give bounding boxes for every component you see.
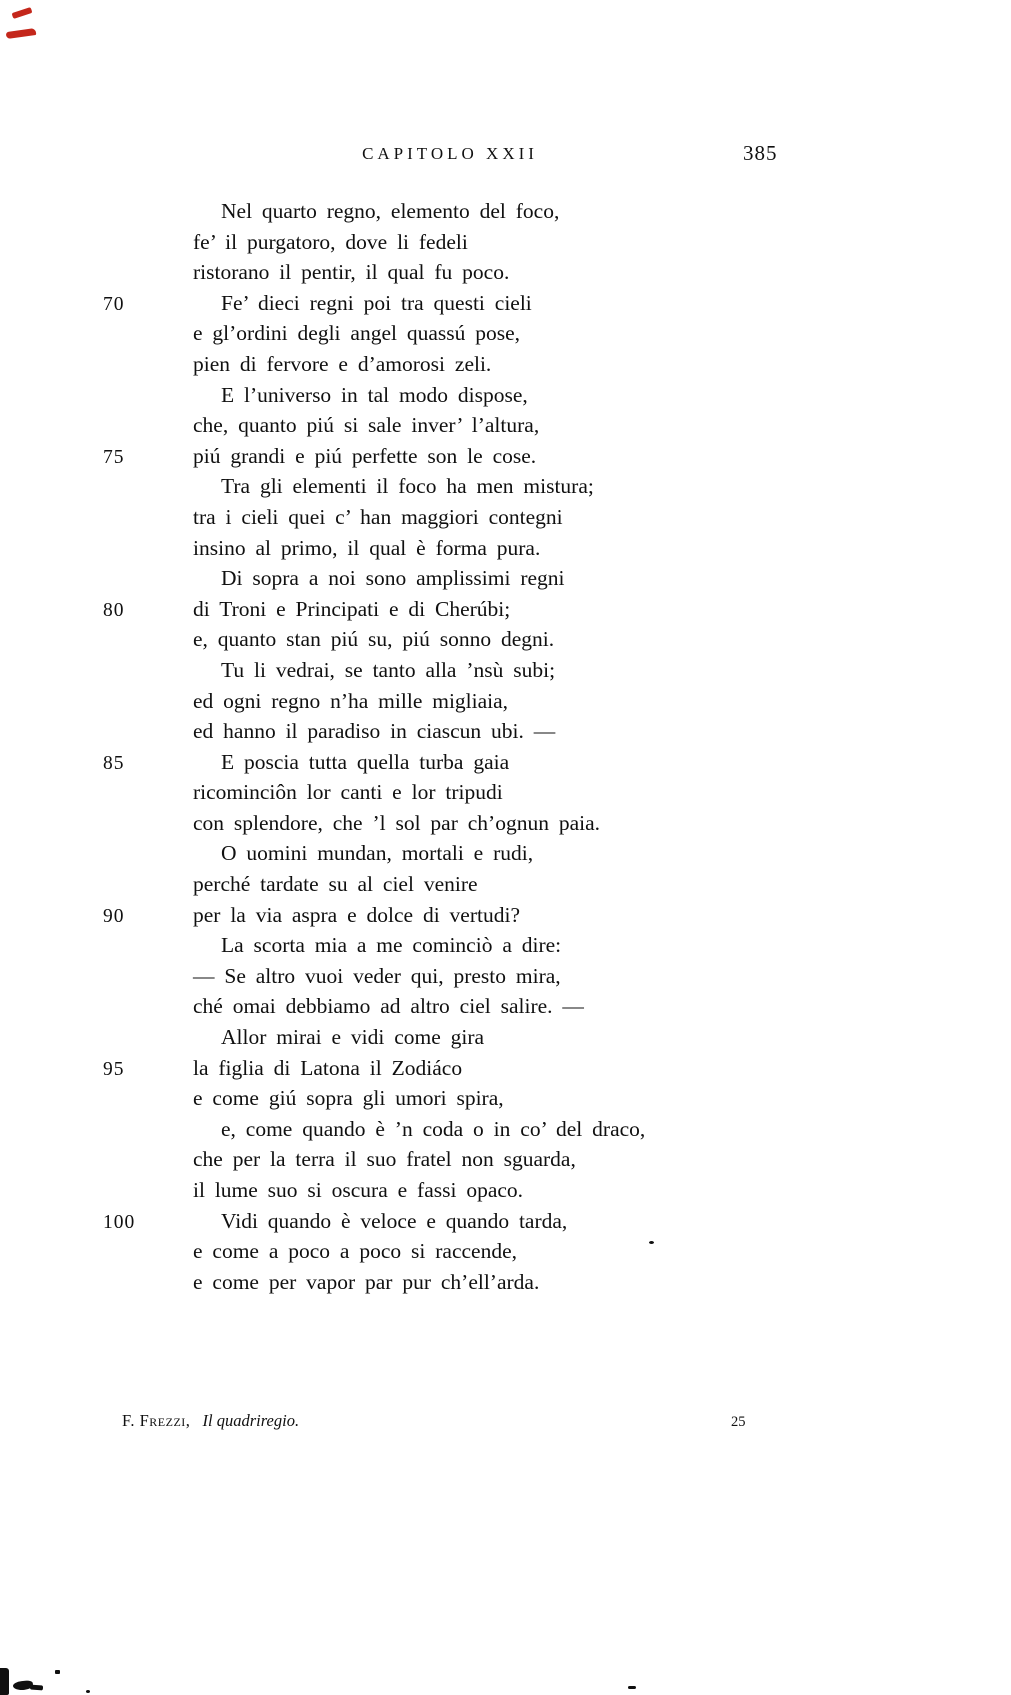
verse-line — [0, 502, 1011, 533]
verse-line — [0, 441, 1011, 472]
verse-line-text: Tu li vedrai, se tanto alla ’nsù subi; — [221, 657, 556, 682]
verse-line — [0, 655, 1011, 686]
verse-line — [0, 288, 1011, 319]
verse-line-text: ché omai debbiamo ad altro ciel salire. — — [193, 994, 584, 1019]
verse-line — [0, 808, 1011, 839]
verse-line-text: piú grandi e piú perfette son le cose. — [193, 443, 537, 468]
verse-line — [0, 624, 1011, 655]
verse-line — [0, 227, 1011, 258]
verse-line-text: e come giú sopra gli umori spira, — [193, 1086, 504, 1111]
verse-line-text: insino al primo, il qual è forma pura. — [193, 535, 541, 560]
print-speck-artifact — [628, 1686, 636, 1689]
verse-line — [0, 991, 1011, 1022]
verse-line — [0, 471, 1011, 502]
footnote-title: Il quadriregio. — [202, 1411, 300, 1430]
verse-line-number: 90 — [103, 905, 125, 927]
verse-line-text: con splendore, che ’l sol par ch’ognun paia. — [193, 810, 601, 835]
verse-line — [0, 1022, 1011, 1053]
verse-line-text: Nel quarto regno, elemento del foco, — [221, 199, 560, 223]
verse-line-text: per la via aspra e dolce di vertudi? — [193, 902, 520, 927]
verse-line-text: tra i cieli quei c’ han maggiori contegni — [193, 504, 563, 529]
verse-line — [0, 1175, 1011, 1206]
verse-line — [0, 594, 1011, 625]
verse-line-text: e, quanto stan piú su, piú sonno degni. — [193, 627, 555, 652]
footnote-author: F. Frezzi, — [122, 1411, 191, 1430]
verse-line-text: ricominciôn lor canti e lor tripudi — [193, 780, 503, 805]
verse-line — [0, 1053, 1011, 1084]
verse-line — [0, 838, 1011, 869]
red-mark-icon — [6, 28, 37, 39]
verse-line-number: 80 — [103, 599, 125, 621]
verse-line-text: e come per vapor par pur ch’ell’arda. — [193, 1269, 540, 1294]
verse-line-number: 75 — [103, 446, 125, 468]
verse-line — [0, 257, 1011, 288]
verse-line-text: Vidi quando è veloce e quando tarda, — [221, 1208, 568, 1233]
verse-line-text: E l’universo in tal modo dispose, — [221, 382, 528, 407]
verse-line-text: di Troni e Principati e di Cherúbi; — [193, 596, 511, 621]
verse-line-text: Tra gli elementi il foco ha men mistura; — [221, 474, 594, 499]
running-head-chapter: CAPITOLO XXII — [362, 144, 538, 163]
verse-line-text: Allor mirai e vidi come gira — [221, 1025, 485, 1050]
verse-line-text: e, come quando è ’n coda o in co’ del draco, — [221, 1116, 646, 1141]
verse-line-text: ed hanno il paradiso in ciascun ubi. — — [193, 719, 556, 744]
verse-line-text: Di sopra a noi sono amplissimi regni — [221, 566, 565, 591]
sheet-signature-number: 25 — [731, 1414, 746, 1430]
verse-line-text: Fe’ dieci regni poi tra questi cieli — [221, 290, 532, 315]
red-pen-marks-artifact — [4, 4, 50, 52]
verse-line-number: 100 — [103, 1211, 136, 1233]
verse-line — [0, 1083, 1011, 1114]
poem-text — [0, 196, 1011, 1297]
verse-line — [0, 686, 1011, 717]
verse-line — [0, 1206, 1011, 1237]
ink-blot-artifact — [0, 1664, 100, 1695]
verse-line-text: che, quanto piú si sale inver’ l’altura, — [193, 413, 540, 438]
verse-line-text: e come a poco a poco si raccende, — [193, 1239, 517, 1264]
page-number: 385 — [743, 141, 778, 165]
verse-line-text: la figlia di Latona il Zodiáco — [193, 1055, 463, 1080]
red-mark-icon — [12, 7, 33, 19]
verse-line — [0, 1114, 1011, 1145]
verse-line — [0, 196, 1011, 227]
verse-line — [0, 563, 1011, 594]
verse-line-text: La scorta mia a me cominciò a dire: — [221, 933, 562, 958]
verse-line — [0, 930, 1011, 961]
footnote-citation — [0, 1411, 1011, 1431]
verse-line-text: pien di fervore e d’amorosi zeli. — [193, 351, 492, 376]
verse-line-number: 70 — [103, 293, 125, 315]
verse-line — [0, 900, 1011, 931]
verse-line — [0, 1144, 1011, 1175]
verse-line-text: il lume suo si oscura e fassi opaco. — [193, 1178, 524, 1202]
verse-line-text: E poscia tutta quella turba gaia — [221, 749, 510, 774]
verse-line — [0, 869, 1011, 900]
verse-line — [0, 1267, 1011, 1298]
verse-line-text: — Se altro vuoi veder qui, presto mira, — [193, 963, 561, 988]
verse-line-number: 85 — [103, 752, 125, 774]
verse-line — [0, 777, 1011, 808]
verse-line — [0, 410, 1011, 441]
verse-line-text: e gl’ordini degli angel quassú pose, — [193, 321, 521, 346]
verse-line — [0, 380, 1011, 411]
verse-line — [0, 533, 1011, 564]
verse-line — [0, 716, 1011, 747]
verse-line-text: che per la terra il suo fratel non sguarda, — [193, 1147, 576, 1172]
verse-line — [0, 961, 1011, 992]
verse-line — [0, 747, 1011, 778]
verse-line-text: O uomini mundan, mortali e rudi, — [221, 841, 534, 866]
verse-line — [0, 349, 1011, 380]
verse-line-text: ristorano il pentir, il qual fu poco. — [193, 260, 510, 285]
verse-line-text: perché tardate su al ciel venire — [193, 872, 478, 897]
verse-line-text: ed ogni regno n’ha mille migliaia, — [193, 688, 509, 713]
verse-line — [0, 318, 1011, 349]
verse-line — [0, 1236, 1011, 1267]
verse-line-text: fe’ il purgatoro, dove li fedeli — [193, 229, 468, 254]
verse-line-number: 95 — [103, 1058, 125, 1080]
print-speck-artifact — [649, 1241, 654, 1244]
